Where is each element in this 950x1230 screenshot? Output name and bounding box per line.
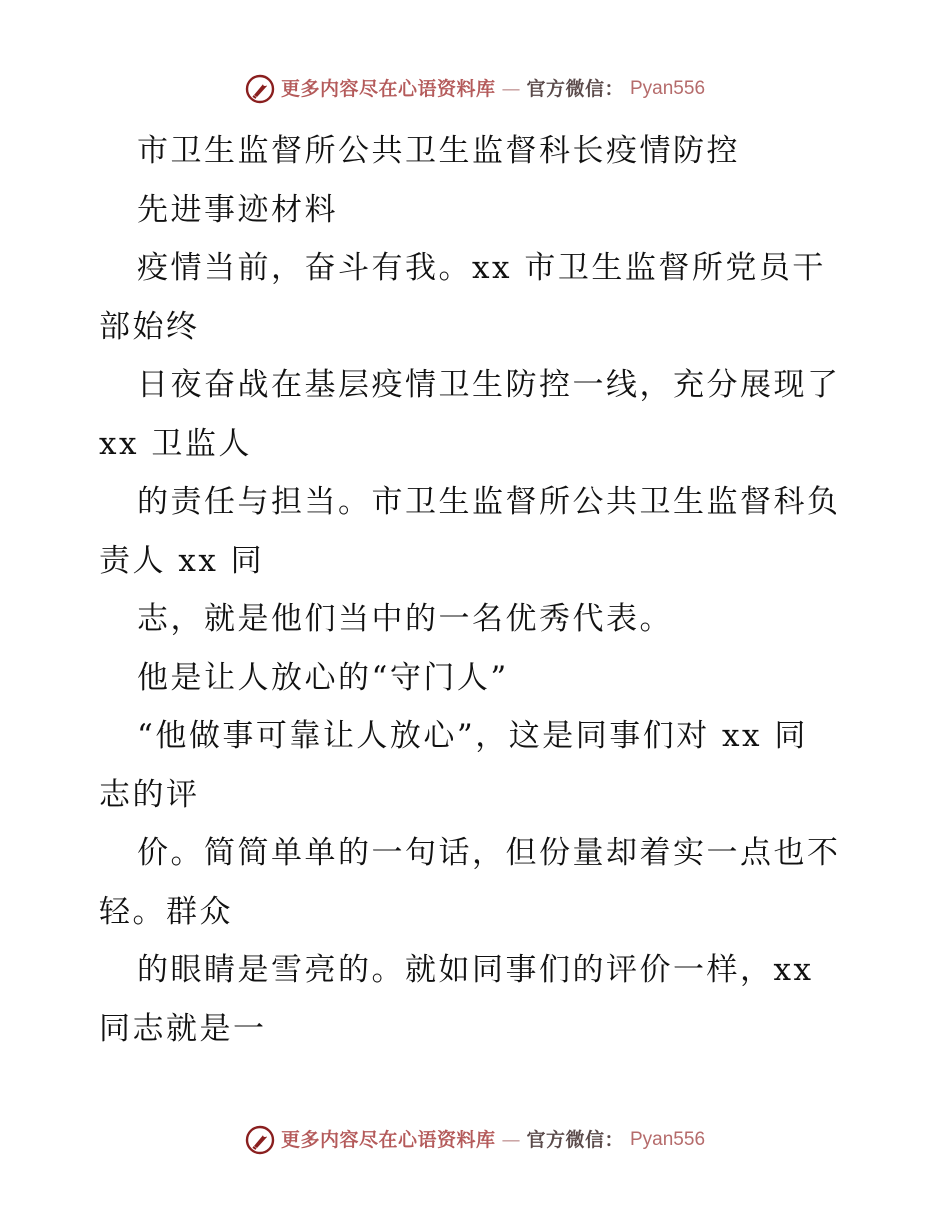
header-watermark <box>0 74 950 104</box>
document-line: 的责任与担当。市卫生监督所公共卫生监督科负 <box>137 484 841 520</box>
document-line: 责人 xx 同 <box>99 542 265 579</box>
watermark-label: 官方微信： <box>526 1129 624 1151</box>
footer-watermark <box>0 1125 950 1155</box>
document-line: 疫情当前，奋斗有我。xx 市卫生监督所党员干 <box>137 250 826 286</box>
document-line: 的眼睛是雪亮的。就如同事们的评价一样，xx <box>137 952 814 988</box>
watermark-text: 更多内容尽在心语资料库 <box>280 1129 496 1151</box>
watermark-text: 更多内容尽在心语资料库 <box>280 78 496 100</box>
document-body <box>99 122 859 1058</box>
document-line: 志，就是他们当中的一名优秀代表。 <box>137 601 673 637</box>
logo-icon <box>245 1125 275 1155</box>
watermark-label: 官方微信： <box>526 78 624 100</box>
logo-icon <box>245 74 275 104</box>
watermark-account: Pyan556 <box>630 78 706 99</box>
document-line: 轻。群众 <box>99 893 233 930</box>
document-line: 他是让人放心的“守门人” <box>137 659 509 696</box>
document-line: 市卫生监督所公共卫生监督科长疫情防控 <box>137 133 740 169</box>
document-line: 先进事迹材料 <box>137 191 338 228</box>
document-line: xx 卫监人 <box>99 425 252 462</box>
watermark-account: Pyan556 <box>630 1129 706 1150</box>
document-line: 价。简简单单的一句话，但份量却着实一点也不 <box>137 835 841 871</box>
document-line: “他做事可靠让人放心”，这是同事们对 xx 同 <box>137 718 808 754</box>
watermark-dash: — <box>501 78 521 100</box>
document-line: 同志就是一 <box>99 1010 267 1047</box>
document-line: 志的评 <box>99 776 200 813</box>
document-line: 日夜奋战在基层疫情卫生防控一线，充分展现了 <box>137 367 841 403</box>
watermark-dash: — <box>501 1129 521 1151</box>
document-line: 部始终 <box>99 308 200 345</box>
